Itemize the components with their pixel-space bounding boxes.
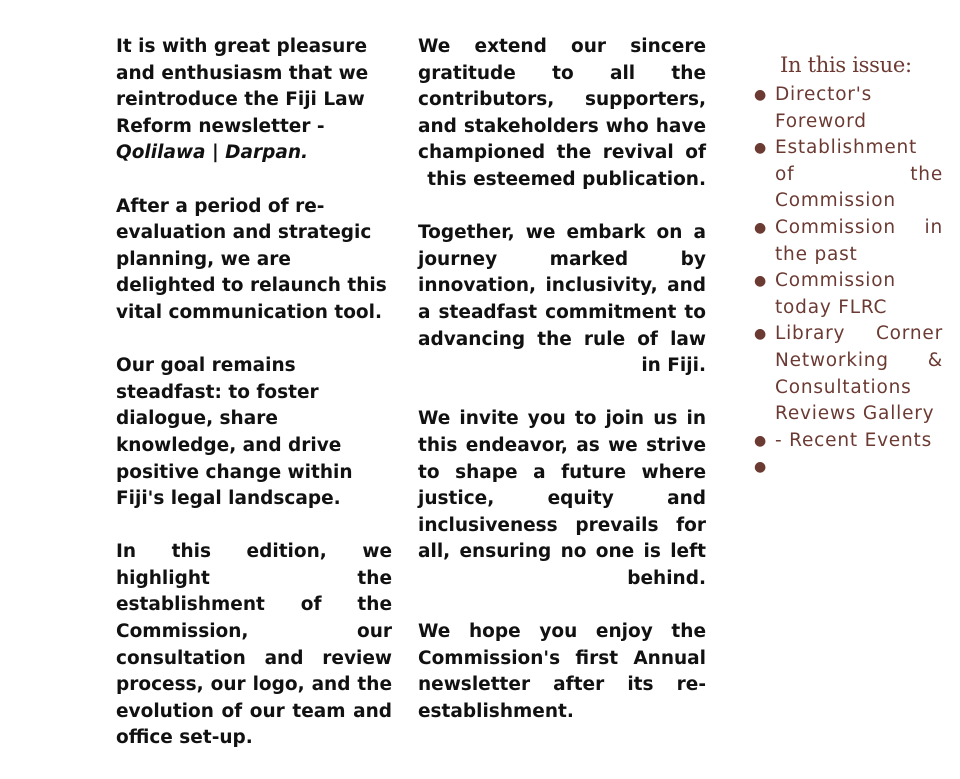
toc-item-label: Library Corner Networking & Consultations Reviews Gallery: [775, 323, 943, 425]
enjoy-paragraph: We hope you enjoy the Commission's first Annual newsletter after its re-establishment.: [418, 621, 706, 722]
sidebar-heading: In this issue:: [780, 53, 912, 77]
contents-list: [754, 82, 943, 481]
toc-item: [754, 82, 943, 135]
bullet-icon: ●: [754, 459, 768, 476]
invite-paragraph: We invite you to join us in this endeavor, as we strive to shape a future where justice, equity and inclusiveness prevails for all, ensuring no one is left behind.: [418, 408, 706, 589]
journey-paragraph: Together, we embark on a journey marked by innovation, inclusivity, and a steadfast commitment to advancing the rule of law in Fiji.: [418, 222, 706, 377]
toc-item: [754, 268, 943, 321]
toc-item: [754, 428, 943, 455]
relaunch-paragraph: After a period of re-evaluation and strategic planning, we are delighted to relaunch this vital communication tool.: [116, 195, 387, 323]
middle-column: [418, 34, 706, 752]
toc-item-label: Establishment of the Commission: [775, 137, 943, 212]
toc-item-label: - Recent Events: [775, 429, 933, 451]
left-column: [116, 34, 392, 779]
toc-item-label: Director's Foreword: [775, 84, 873, 132]
bullet-icon: ●: [754, 87, 768, 103]
bullet-icon: ●: [754, 432, 768, 449]
toc-item: [754, 454, 943, 481]
intro-paragraph: [116, 34, 392, 167]
toc-item-label: Commission today FLRC: [775, 270, 896, 318]
toc-item-label: Commission in the past: [775, 216, 943, 265]
newsletter-title: Qolilawa | Darpan.: [116, 142, 309, 164]
bullet-icon: ●: [754, 219, 768, 236]
goal-paragraph: Our goal remains steadfast: to foster dialogue, share knowledge, and drive positive change within Fiji's legal landscape.: [116, 355, 353, 510]
gratitude-paragraph: We extend our sincere gratitude to all the contributors, supporters, and stakeholders who have championed the revival of this esteemed publication.: [418, 36, 706, 190]
toc-item: [754, 321, 943, 427]
in-this-issue-sidebar: [754, 50, 943, 481]
intro-text: It is with great pleasure and enthusiasm that we reintroduce the Fiji Law Reform newsletter -: [116, 36, 369, 137]
bullet-icon: ●: [754, 140, 768, 157]
toc-item: [754, 215, 943, 268]
bullet-icon: ●: [754, 273, 768, 290]
toc-item: [754, 135, 943, 215]
bullet-icon: ●: [754, 326, 768, 343]
edition-paragraph: In this edition, we highlight the establishment of the Commission, our consultation and review process, our logo, and the evolution of our team and office set-up.: [116, 541, 392, 749]
